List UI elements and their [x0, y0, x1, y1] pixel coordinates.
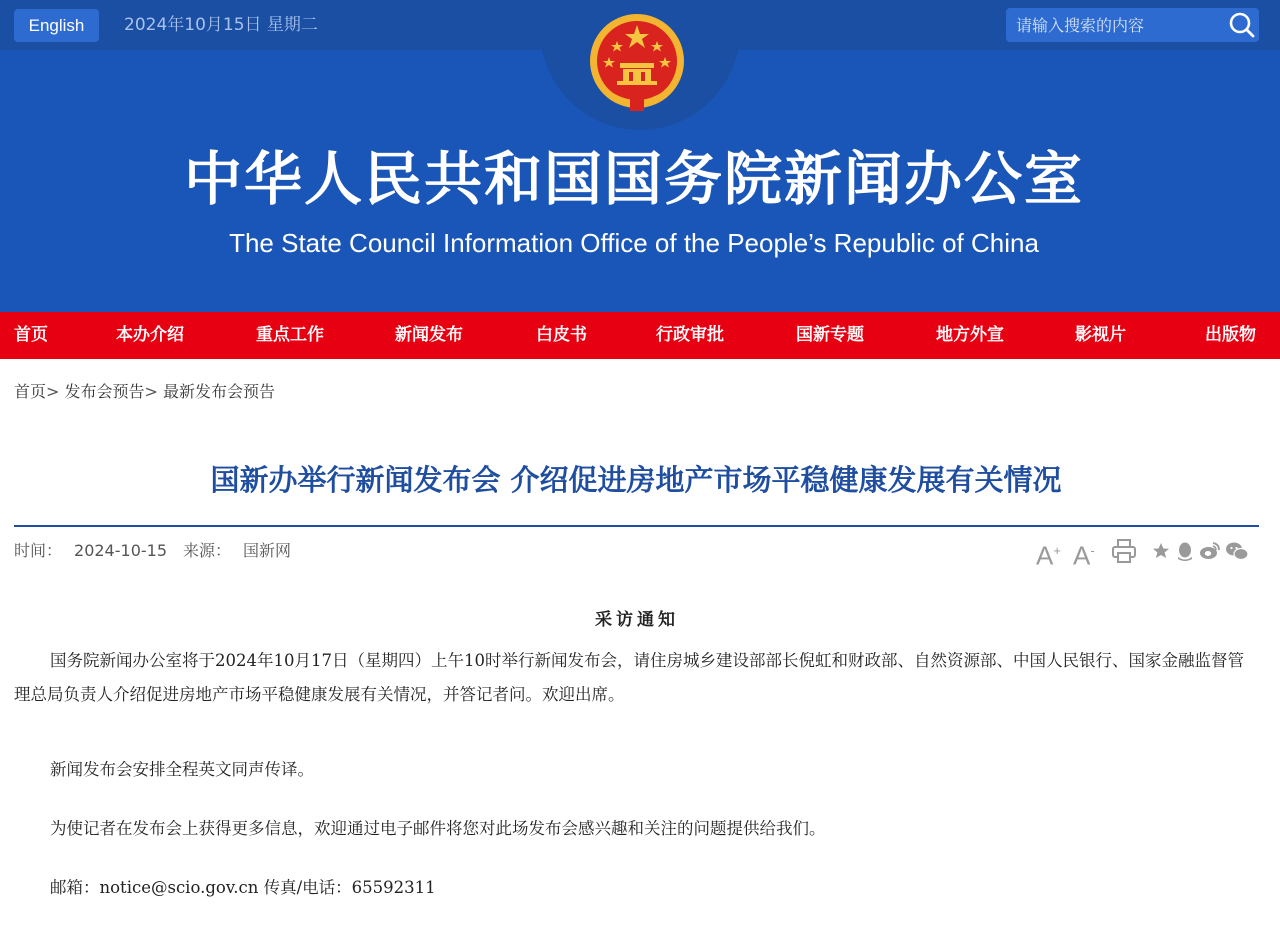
search-input[interactable]	[1016, 8, 1221, 42]
nav-item-local-publicity[interactable]: 地方外宣	[936, 325, 1004, 345]
nav-item-special-topics[interactable]: 国新专题	[796, 325, 864, 345]
print-icon[interactable]	[1110, 536, 1138, 566]
nav-item-white-papers[interactable]: 白皮书	[536, 325, 587, 345]
font-increase-icon[interactable]	[1036, 536, 1061, 571]
article-title: 国新办举行新闻发布会 介绍促进房地产市场平稳健康发展有关情况	[210, 463, 1062, 497]
source-label: 来源：	[183, 541, 232, 560]
site-title-en: The State Council Information Office of the People’s Republic of China	[229, 228, 1039, 258]
breadcrumb	[14, 381, 275, 403]
time-value: 2024-10-15	[74, 541, 167, 560]
star-icon[interactable]	[1151, 536, 1171, 566]
search-box	[1006, 8, 1259, 42]
font-decrease-sup: -	[1090, 543, 1095, 558]
nav-item-films[interactable]: 影视片	[1075, 325, 1126, 345]
font-decrease-glyph: A	[1073, 540, 1091, 571]
font-decrease-icon[interactable]	[1073, 536, 1095, 571]
breadcrumb-home[interactable]: 首页	[14, 382, 47, 401]
search-icon[interactable]	[1228, 11, 1256, 39]
nav-item-press-releases[interactable]: 新闻发布	[395, 325, 463, 345]
current-date: 2024年10月15日 星期二	[124, 15, 318, 35]
source-value: 国新网	[243, 541, 292, 560]
weibo-icon[interactable]	[1199, 536, 1221, 566]
font-increase-glyph: A	[1036, 540, 1054, 571]
site-header	[0, 0, 1280, 312]
nav-item-key-work[interactable]: 重点工作	[256, 325, 324, 345]
font-increase-sup: +	[1053, 543, 1061, 558]
site-title-cn: 中华人民共和国国务院新闻办公室	[183, 145, 1084, 213]
breadcrumb-latest-preview[interactable]: 最新发布会预告	[163, 382, 276, 401]
main-nav	[0, 312, 1280, 359]
time-label: 时间：	[14, 541, 63, 560]
wechat-icon[interactable]	[1225, 536, 1249, 566]
contact-paragraph: 邮箱：notice@scio.gov.cn 传真/电话：65592311	[50, 878, 436, 897]
notice-heading: 采访通知	[595, 610, 679, 630]
nav-item-home[interactable]: 首页	[14, 325, 48, 345]
breadcrumb-separator: >	[46, 382, 60, 401]
breadcrumb-separator: >	[144, 382, 158, 401]
english-button[interactable]: English	[14, 9, 99, 42]
title-divider	[14, 525, 1259, 527]
article-paragraph: 为使记者在发布会上获得更多信息，欢迎通过电子邮件将您对此场发布会感兴趣和关注的问题提供给我们。	[50, 819, 826, 838]
article-meta	[14, 540, 291, 562]
nav-item-administrative-approval[interactable]: 行政审批	[656, 325, 724, 345]
national-emblem-icon	[587, 11, 687, 116]
qq-icon[interactable]	[1175, 536, 1195, 566]
article-paragraph: 国务院新闻办公室将于2024年10月17日（星期四）上午10时举行新闻发布会，请住房城乡建设部部长倪虹和财政部、自然资源部、中国人民银行、国家金融监督管理总局负责人介绍促进房地产市场平稳健康发展有关情况，并答记者问。欢迎出席。	[14, 651, 1244, 704]
breadcrumb-press-preview[interactable]: 发布会预告	[64, 382, 145, 401]
article-paragraph: 新闻发布会安排全程英文同声传译。	[50, 760, 314, 779]
nav-item-about[interactable]: 本办介绍	[116, 325, 184, 345]
nav-item-publications[interactable]: 出版物	[1205, 325, 1256, 345]
